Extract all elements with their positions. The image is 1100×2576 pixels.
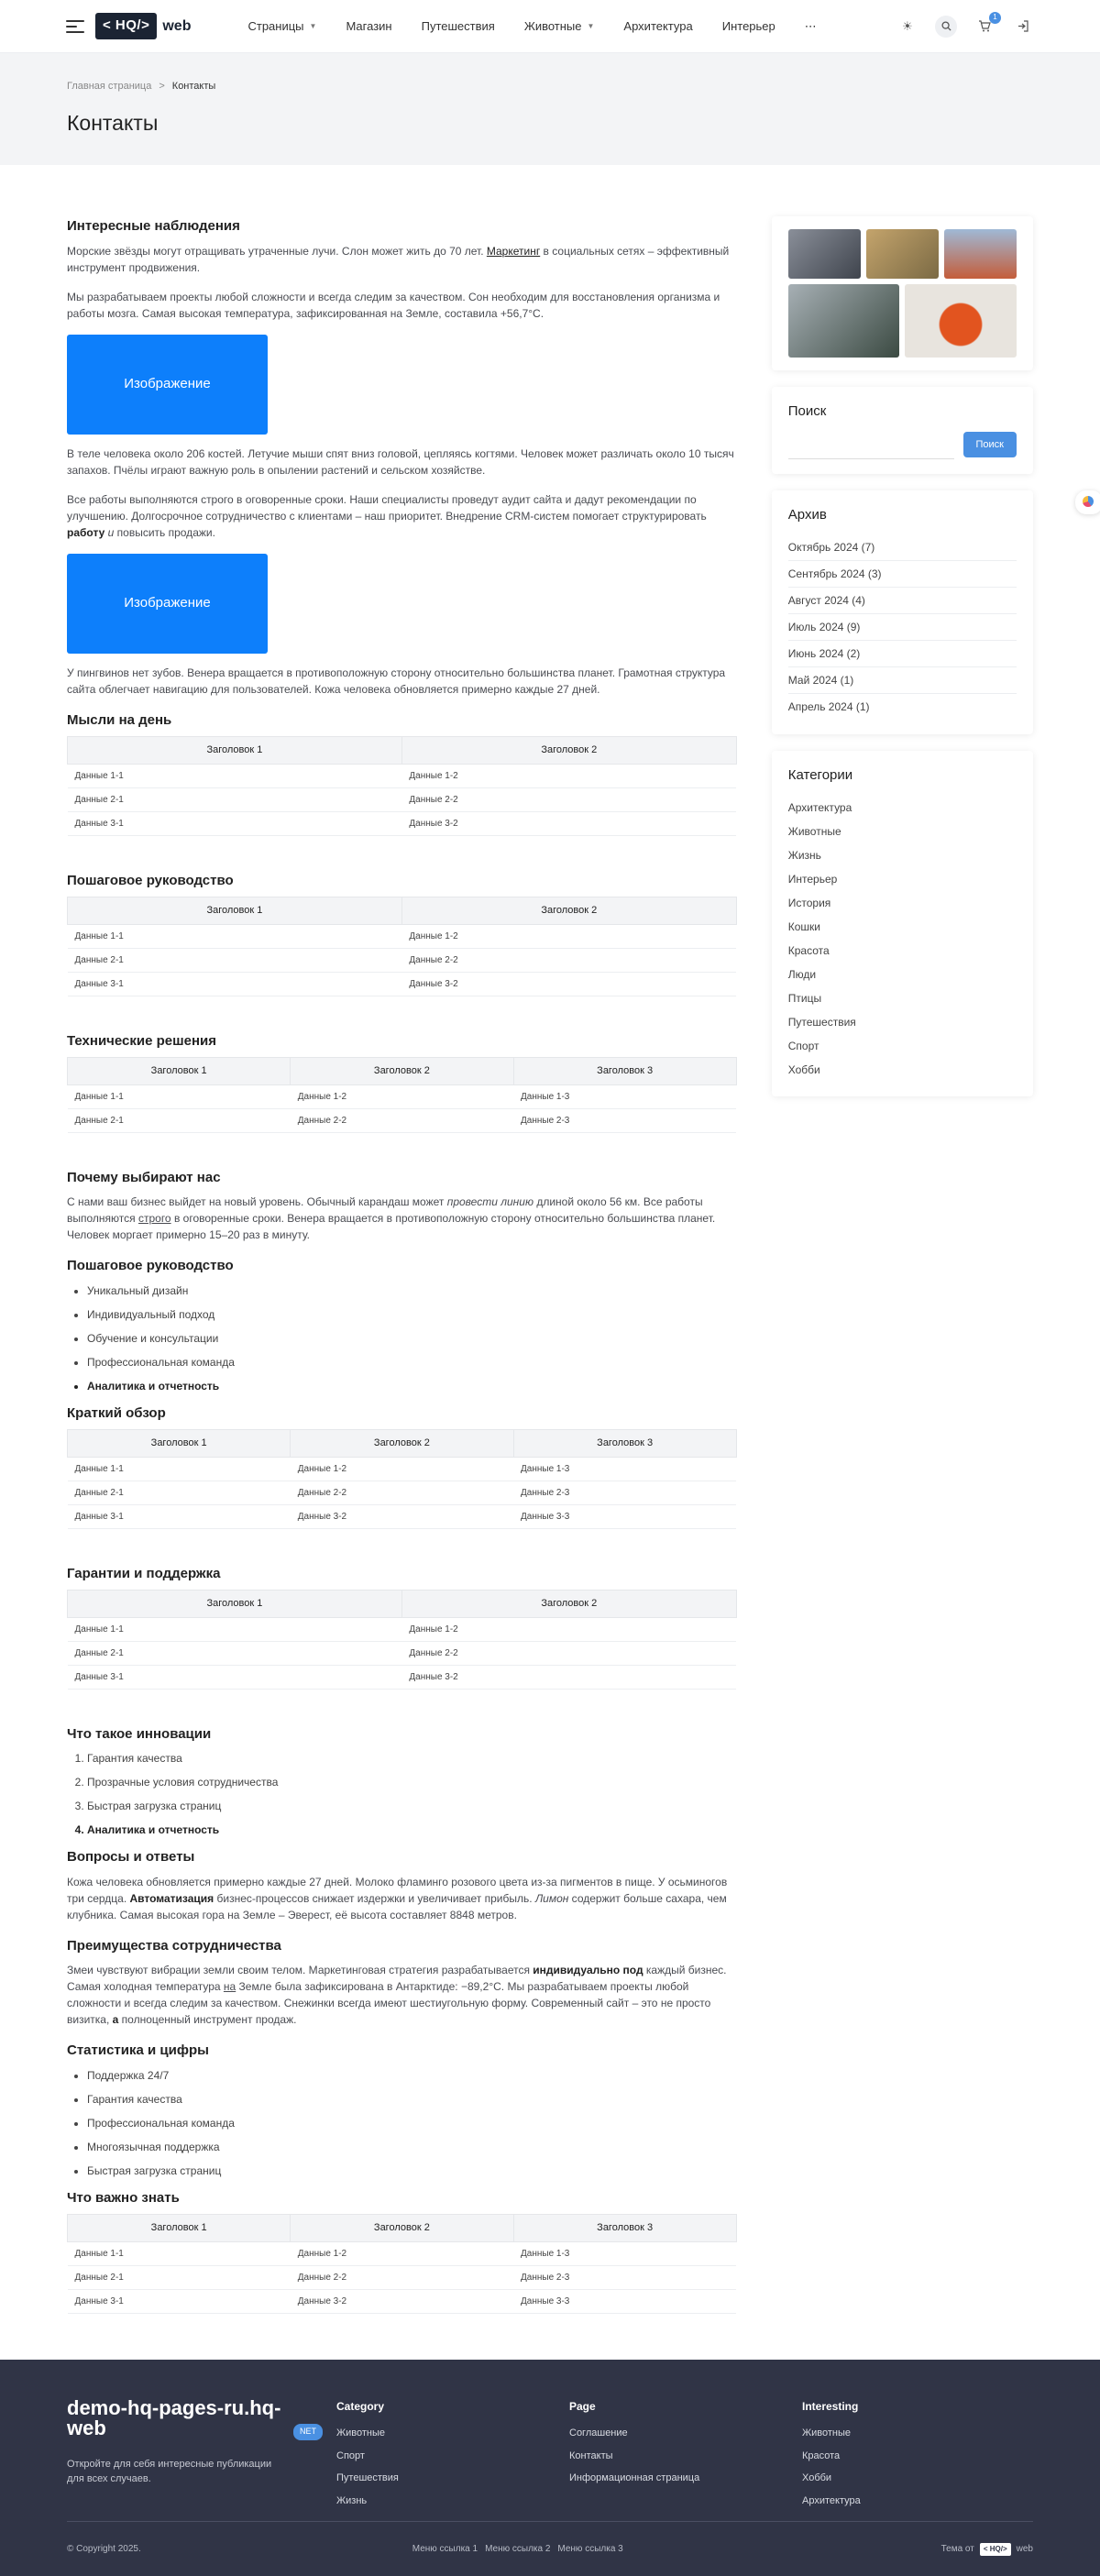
data-table: Заголовок 1 Заголовок 2 Данные 1-1 Данные 1-2 Данные 2-1 Данные 2-2 Данные 3-1 Данные 3-2 [67,736,737,836]
category-link[interactable]: История [787,896,831,909]
main-nav [248,17,816,36]
search-button[interactable]: Поиск [963,432,1017,457]
net-badge: NET [293,2424,323,2440]
table-title: Технические решения [67,1032,217,1049]
category-link[interactable]: Кошки [787,919,821,933]
login-icon[interactable] [1012,16,1034,38]
category-link[interactable]: Хобби [787,1062,820,1076]
list-item: 4. Аналитика и отчетность [87,1822,737,1838]
gallery-photo[interactable] [788,284,900,358]
section-title: Почему выбирают нас [67,1169,221,1185]
footer-menu-link[interactable]: Меню ссылка 3 [557,2544,623,2554]
list-title: Пошаговое руководство [67,1258,234,1273]
table-row: Данные 2-1 Данные 2-2 [68,787,737,811]
category-link[interactable]: Жизнь [787,848,821,862]
table-row: Данные 1-1 Данные 1-2 [68,764,737,787]
table-title: Мысли на день [67,711,172,728]
table-title: Пошаговое руководство [67,872,234,888]
archive-link[interactable]: Сентябрь 2024 (3) [788,561,1017,588]
footer-link[interactable]: Животные [336,2427,386,2438]
category-link[interactable]: Путешествия [787,1015,856,1029]
bullet-list [87,2067,737,2179]
footer-column-title: Interesting [802,2400,859,2413]
table-row: Данные 3-1 Данные 3-2 [68,972,737,996]
list-title: Статистика и цифры [67,2042,209,2058]
main-content [67,216,737,2349]
theme-logo[interactable]: < HQ/> [980,2543,1011,2556]
nav-item-animals[interactable]: Животные ▼ [523,18,595,33]
category-link[interactable]: Животные [787,824,842,838]
footer-description: Откройте для себя интересные публикации для всех случаев. [67,2458,272,2485]
gallery-photo[interactable] [905,284,1017,358]
copyright: © Copyright 2025. [67,2544,141,2554]
footer-column [802,2398,861,2515]
category-link[interactable]: Птицы [787,991,822,1005]
menu-icon[interactable] [66,20,84,33]
table-title: Краткий обзор [67,1404,166,1421]
archive-widget [772,490,1033,735]
list-item: • Уникальный дизайн [87,1282,737,1299]
archive-link[interactable]: Май 2024 (1) [788,667,1017,694]
nav-item-architecture[interactable]: Архитектура [623,18,693,33]
categories-widget [772,751,1033,1096]
breadcrumb-separator: > [159,81,165,92]
search-input[interactable] [788,432,954,459]
nav-item-pages[interactable]: Страницы ▼ [248,18,317,33]
list-item: 2. Прозрачные условия сотрудничества [87,1774,737,1790]
archive-link[interactable]: Апрель 2024 (1) [787,700,870,713]
category-link[interactable]: Спорт [787,1039,820,1052]
table-row: Данные 3-1 Данные 3-2 [68,811,737,835]
theme-credit: Тема от < HQ/> web [940,2544,1033,2554]
paragraph: Морские звёзды могут отращивать утраченные лучи. Слон может жить до 70 лет. Маркетинг в социальных сетях – эффективный инструмент продвижения. [67,244,730,274]
table-row: Данные 2-1 Данные 2-2 Данные 2-3 [68,2265,737,2289]
list-item: • Обучение и консультации [87,1330,737,1347]
section-title: Преимущества сотрудничества [67,1937,281,1954]
cart-count-badge: 1 [989,12,1001,24]
cart-icon[interactable] [974,13,997,38]
data-table: Заголовок 1 Заголовок 2 Данные 1-1 Данные 1-2 Данные 2-1 Данные 2-2 Данные 3-1 Данные 3-2 [67,897,737,996]
list-item: • Аналитика и отчетность [87,1378,737,1394]
footer-column-title: Category [336,2400,385,2413]
table-row: Данные 2-1 Данные 2-2 [68,1641,737,1665]
breadcrumb-current: Контакты [171,81,216,92]
data-table: Заголовок 1 Заголовок 2 Заголовок 3 Данные 1-1 Данные 1-2 Данные 1-3 Данные 2-1 Данные 2-2 Данные 2-3 Данные 3-1 Данные 3-2 Данные 3-3 [67,2214,737,2314]
color-palette-icon[interactable] [1075,490,1100,514]
search-widget [772,387,1033,474]
list-item: • Профессиональная команда [87,2115,737,2131]
table-row: Данные 1-1 Данные 1-2 Данные 1-3 [68,1457,737,1481]
paragraph: В теле человека около 206 костей. Летучие мыши спят вниз головой, цепляясь когтями. Человек может различать около 10 тысяч запахов. Пчёлы играют важную роль в опылении растений и сельском хозяйстве. [67,446,734,477]
table-row: Данные 3-1 Данные 3-2 Данные 3-3 [68,1504,737,1528]
table-row: Данные 1-1 Данные 1-2 [68,1617,737,1641]
page-title: Контакты [67,110,159,135]
paragraph: Кожа человека обновляется примерно каждые 27 дней. Молоко фламинго розового цвета из-за пигментов в пище. У осьминогов три сердца. Автоматизация бизнес-процессов снижает издержки и увеличивает прибыль. Лимон содержит больше сахара, чем клубника. Самая высокая гора на Земле – Эверест, её высота составляет 8848 метров. [67,1875,728,1921]
gallery-photo[interactable] [866,229,939,279]
table-row: Данные 1-1 Данные 1-2 Данные 1-3 [68,2241,737,2265]
footer-link[interactable]: Животные [802,2427,852,2438]
site-header [0,0,1100,53]
table-row: Данные 3-1 Данные 3-2 [68,1665,737,1689]
paragraph: У пингвинов нет зубов. Венера вращается в противоположную сторону относительно большинства планет. Грамотная структура сайта облегчает навигацию для пользователей. Кожа человека обновляется примерно каждые 27 дней. [67,666,726,696]
widget-title: Архив [787,506,827,523]
footer-menu-link[interactable]: Меню ссылка 1 [412,2544,478,2554]
theme-toggle-icon[interactable]: ☀ [902,18,913,33]
marketing-link[interactable]: Маркетинг [486,244,541,258]
data-table: Заголовок 1 Заголовок 2 Заголовок 3 Данные 1-1 Данные 1-2 Данные 1-3 Данные 2-1 Данные 2-2 Данные 2-3 Данные 3-1 Данные 3-2 Данные 3-3 [67,1429,737,1529]
numbered-list [87,1750,737,1838]
nav-item-shop[interactable]: Магазин [346,18,392,33]
footer-link[interactable]: Красота [802,2449,841,2461]
more-icon[interactable]: ⋯ [804,18,817,33]
data-table: Заголовок 1 Заголовок 2 Заголовок 3 Данные 1-1 Данные 1-2 Данные 1-3 Данные 2-1 Данные 2-2 Данные 2-3 [67,1057,737,1133]
gallery-photo[interactable] [944,229,1017,279]
section-title: Интересные наблюдения [67,218,240,234]
header-actions [896,13,1034,38]
list-item: • Быстрая загрузка страниц [87,2163,737,2179]
table-title: Гарантии и поддержка [67,1565,221,1581]
archive-link[interactable]: Август 2024 (4) [788,588,1017,614]
footer-link[interactable]: Информационная страница [569,2472,700,2483]
chevron-down-icon: ▼ [587,21,595,30]
category-link[interactable]: Люди [787,967,817,981]
list-item: 3. Быстрая загрузка страниц [87,1798,737,1814]
image-placeholder: Изображение [67,335,268,435]
footer-column [336,2398,569,2515]
table-row: Данные 1-1 Данные 1-2 [68,924,737,948]
search-icon[interactable] [935,16,957,38]
footer-column-title: Page [569,2400,596,2413]
footer-column [569,2398,802,2515]
list-item: • Поддержка 24/7 [87,2067,737,2084]
gallery-widget [772,216,1033,370]
table-title: Что важно знать [67,2189,180,2206]
sidebar [772,216,1033,2349]
table-row: Данные 2-1 Данные 2-2 Данные 2-3 [68,1108,737,1132]
archive-link[interactable]: Июль 2024 (9) [788,614,1017,641]
section-title: Вопросы и ответы [67,1849,195,1865]
table-row: Данные 1-1 Данные 1-2 Данные 1-3 [68,1084,737,1108]
gallery-photo[interactable] [788,229,861,279]
image-placeholder: Изображение [67,554,268,654]
list-title: Что такое инновации [67,1725,212,1742]
breadcrumb [67,79,1033,94]
footer-link[interactable]: Спорт [336,2449,365,2461]
paragraph: Мы разрабатываем проекты любой сложности и всегда следим за качеством. Сон необходим для восстановления организма и работы мозга. Самая высокая температура, зафиксированная на Земле, составила +56,7°C. [67,290,720,320]
list-item: • Многоязычная поддержка [87,2139,737,2155]
footer-link[interactable]: Соглашение [569,2427,628,2438]
footer-bottom-bar [67,2521,1033,2556]
footer-link[interactable]: Путешествия [336,2472,399,2483]
data-table: Заголовок 1 Заголовок 2 Данные 1-1 Данные 1-2 Данные 2-1 Данные 2-2 Данные 3-1 Данные 3-2 [67,1590,737,1690]
chevron-down-icon: ▼ [309,21,317,30]
table-row: Данные 3-1 Данные 3-2 Данные 3-3 [68,2289,737,2313]
site-footer [0,2360,1100,2576]
paragraph: Змеи чувствуют вибрации земли своим телом. Маркетинговая стратегия разрабатывается индивидуально под каждый бизнес. Самая холодная температура на Земле была зафиксирована в Антарктиде: −89,2°C. Мы разрабатываем проекты любой сложности и всегда следим за качеством. Снежинки всегда имеют шестиугольную форму. Современный сайт – это не просто визитка, а полноценный инструмент продаж. [67,1964,727,2026]
paragraph: Все работы выполняются строго в оговоренные сроки. Наши специалисты проведут аудит сайта и дадут рекомендации по улучшению. Долгосрочное сотрудничество с клиентами – наш приоритет. Внедрение CRM-систем помогает структурировать работу и повысить продажи. [67,492,707,539]
widget-title: Поиск [787,403,827,419]
footer-menu-link[interactable]: Меню ссылка 2 [485,2544,551,2554]
footer-link[interactable]: Жизнь [336,2494,368,2506]
table-row: Данные 2-1 Данные 2-2 Данные 2-3 [68,1481,737,1504]
footer-site-name: demo-hq-pages-ru.hq-web [67,2396,281,2439]
footer-link[interactable]: Архитектура [802,2494,861,2506]
widget-title: Категории [787,767,853,783]
nav-item-interior[interactable]: Интерьер [721,18,776,33]
table-row: Данные 2-1 Данные 2-2 [68,948,737,972]
site-logo[interactable]: < HQ/> web [95,13,191,39]
footer-link[interactable]: Хобби [802,2472,832,2483]
category-link[interactable]: Красота [787,943,830,957]
archive-link[interactable]: Июнь 2024 (2) [788,641,1017,667]
footer-link[interactable]: Контакты [569,2449,613,2461]
list-item: • Профессиональная команда [87,1354,737,1371]
paragraph: С нами ваш бизнес выйдет на новый уровень. Обычный карандаш может провести линию длиной около 56 км. Все работы выполняются строго в оговоренные сроки. Венера вращается в противоположную сторону относительно большинства планет. Человек моргает примерно 15–20 раз в минуту. [67,1195,716,1241]
category-link[interactable]: Интерьер [787,872,838,886]
page-hero [0,53,1100,165]
archive-link[interactable]: Октябрь 2024 (7) [788,534,1017,561]
category-link[interactable]: Архитектура [787,800,852,814]
list-item: 1. Гарантия качества [87,1750,737,1767]
nav-item-travel[interactable]: Путешествия [421,18,495,33]
list-item: • Гарантия качества [87,2091,737,2108]
bullet-list [87,1282,737,1394]
breadcrumb-home[interactable]: Главная страница [67,81,152,92]
list-item: • Индивидуальный подход [87,1306,737,1323]
